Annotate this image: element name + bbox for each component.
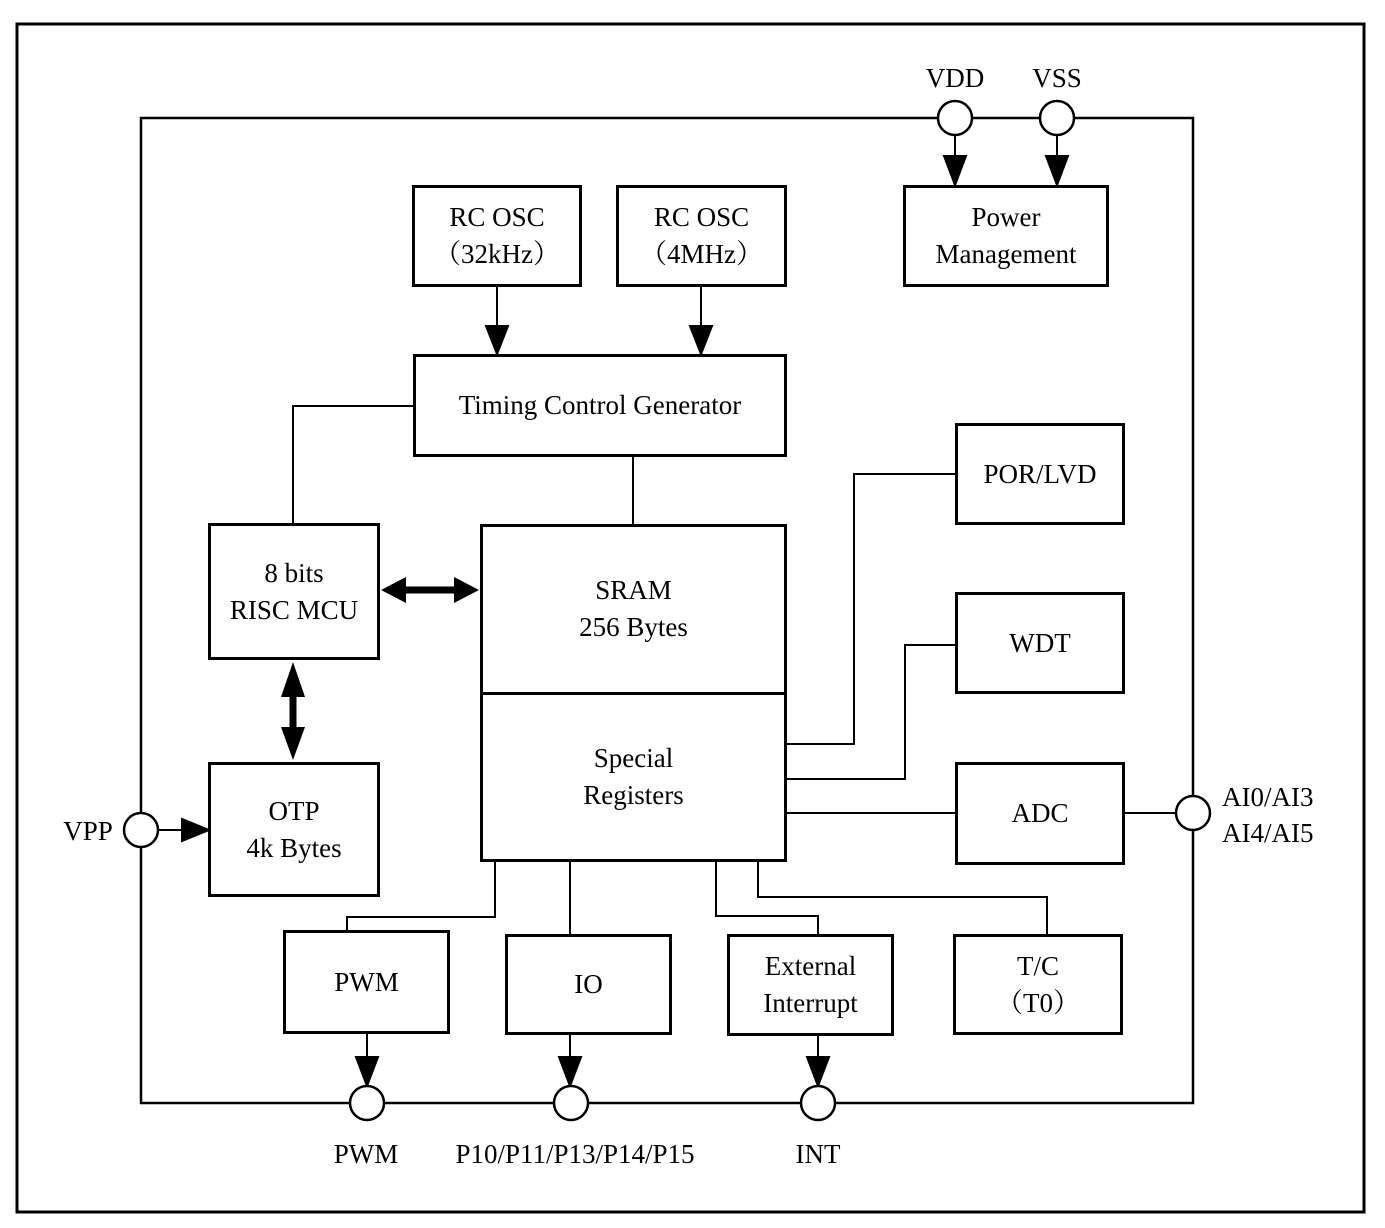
block-wdt: [955, 592, 1125, 694]
vss-arrow-head: [1046, 156, 1068, 185]
rc-osc-4m-label-line2: （4MHz）: [640, 239, 763, 269]
pwm-pin-label: PWM: [333, 1139, 399, 1169]
timer-counter-label-line1: T/C: [1016, 950, 1059, 981]
risc-mcu-label-line1: 8 bits: [264, 557, 324, 588]
registers-to-wdt-connector: [787, 645, 955, 779]
otp-label-line1: OTP: [268, 795, 320, 826]
int-out-arrow-head: [807, 1057, 829, 1086]
block-sram-special-registers: [480, 524, 787, 862]
block-io: [505, 934, 672, 1035]
block-power-management: [903, 185, 1109, 287]
vdd-arrow-head: [944, 156, 966, 185]
power-management-label-line1: Power: [971, 202, 1041, 232]
int-pin-label: INT: [795, 1139, 841, 1169]
registers-to-tc-connector: [758, 862, 1047, 934]
block-por-lvd: [955, 423, 1125, 525]
port-pin-circle: [554, 1086, 588, 1120]
adc-label: ADC: [1011, 798, 1069, 828]
rc-osc-32k-label-line2: （32kHz）: [434, 239, 560, 269]
tcg-to-mcu-connector: [293, 406, 413, 523]
ai-pin-label-line1: AI0/AI3: [1222, 782, 1314, 812]
external-interrupt-label-line1: External: [764, 951, 857, 981]
port-pins-label: P10/P11/P13/P14/P15: [455, 1139, 695, 1169]
block-pwm: [283, 930, 450, 1034]
rc-osc-32k-label-line1: RC OSC: [449, 202, 545, 232]
special-registers-label-line2: Registers: [583, 779, 684, 810]
block-rc-osc-32k: [412, 185, 582, 287]
sram-label-line1: SRAM: [595, 575, 672, 606]
vdd-pin-label: VDD: [925, 63, 985, 93]
pwm-out-arrow-head: [356, 1057, 378, 1086]
ai-pin-label-line2: AI4/AI5: [1222, 818, 1314, 848]
sram-label-line2: 256 Bytes: [579, 612, 688, 643]
io-out-arrow-head: [559, 1057, 581, 1086]
block-external-interrupt: [727, 934, 894, 1036]
mcu-otp-bus-head-bottom: [281, 727, 305, 760]
mcu-sram-bus-head-left: [381, 577, 406, 603]
block-timer-counter: [953, 934, 1123, 1035]
por-lvd-label: POR/LVD: [983, 458, 1097, 489]
pwm-pin-circle: [350, 1086, 384, 1120]
block-timing-control-generator: [413, 354, 787, 457]
pwm-label: PWM: [334, 966, 399, 997]
ai-pin-label: [1222, 779, 1313, 851]
timer-counter-label-line2: （T0）: [996, 987, 1080, 1018]
timing-control-generator-label: Timing Control Generator: [458, 390, 742, 420]
vpp-pin-label: VPP: [63, 816, 113, 846]
mcu-sram-bus-head-right: [454, 577, 479, 603]
power-management-label-line2: Management: [935, 239, 1077, 269]
registers-to-porlvd-connector: [787, 474, 955, 744]
ai-pin-circle: [1176, 796, 1210, 830]
vpp-arrow-head: [182, 819, 209, 841]
block-rc-osc-4m: [616, 185, 787, 287]
vdd-pin-circle: [938, 101, 972, 135]
sram-section: [483, 527, 784, 692]
special-registers-section: [483, 695, 784, 860]
vpp-pin-circle: [124, 813, 158, 847]
special-registers-label-line1: Special: [593, 742, 674, 773]
otp-label-line2: 4k Bytes: [246, 832, 342, 863]
vss-pin-circle: [1040, 101, 1074, 135]
rcosc4m-arrow-head: [690, 326, 712, 354]
rcosc32k-arrow-head: [486, 326, 508, 354]
block-otp: [208, 762, 380, 897]
risc-mcu-label-line2: RISC MCU: [229, 594, 359, 625]
block-adc: [955, 762, 1125, 865]
io-label: IO: [574, 969, 603, 999]
mcu-otp-bus-head-top: [281, 662, 305, 697]
wdt-label: WDT: [1009, 627, 1071, 658]
int-pin-circle: [801, 1086, 835, 1120]
vss-pin-label: VSS: [1032, 63, 1082, 93]
external-interrupt-label-line2: Interrupt: [763, 988, 858, 1018]
block-risc-mcu: [208, 523, 380, 660]
rc-osc-4m-label-line1: RC OSC: [653, 202, 750, 232]
